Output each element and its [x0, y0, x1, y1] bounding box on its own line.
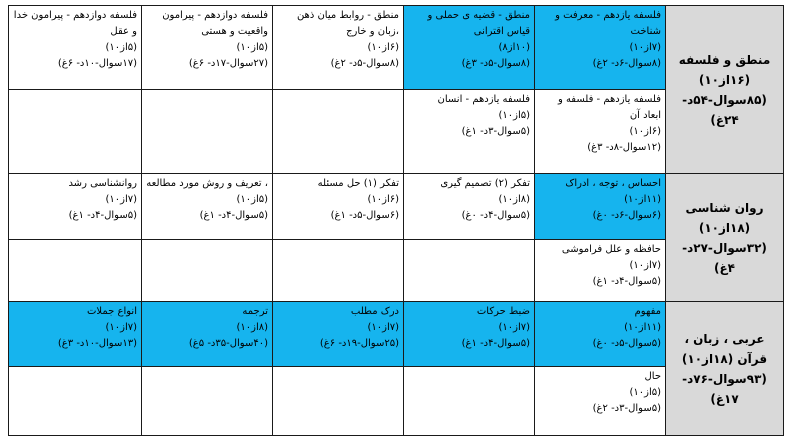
topic-cell [9, 302, 142, 367]
topic-title: حافظه و علل فراموشی [561, 244, 661, 255]
topic-title: احساس ، توجه ، ادراک [565, 178, 661, 189]
topic-cell [535, 302, 666, 367]
subject-cell [666, 174, 784, 302]
topic-cell [273, 302, 404, 367]
topic-stats: (۲۵سوال-۱۹د- ۶غ) [319, 338, 399, 349]
topic-stats: (۵سوال-۴د- ۱غ) [199, 210, 268, 221]
topics-table [8, 5, 784, 436]
topic-ratio: (۵از۱۰) [629, 387, 661, 398]
topic-stats: (۵سوال-۵د- ۰غ) [592, 338, 661, 349]
topic-cell [142, 367, 273, 436]
topic-stats: (۲۷سوال-۱۷د- ۶غ) [188, 58, 268, 69]
topic-title: حال [644, 371, 661, 382]
topic-ratio: (۵از۱۰) [105, 42, 137, 53]
topic-cell [142, 90, 273, 174]
topic-stats: (۸سوال-۵د- ۳غ) [461, 58, 530, 69]
topic-cell [142, 240, 273, 302]
subject-summary: (۹۳سوال-۷۶د- ۱۷غ) [682, 371, 767, 406]
topic-cell [142, 174, 273, 240]
topic-stats: (۶سوال-۵د- ۱غ) [330, 210, 399, 221]
topic-title: روانشناسی رشد [68, 178, 137, 189]
topic-cell [404, 90, 535, 174]
topic-title: تفکر (۲) تصمیم گیری [440, 178, 530, 189]
topic-ratio: (۷از۱۰) [629, 260, 661, 271]
topic-title: تفکر (۱) حل مسئله [317, 178, 399, 189]
topic-cell [9, 174, 142, 240]
subject-title: منطق و فلسفه (۱۶از۱۰) [678, 52, 771, 87]
topic-ratio: (۷از۱۰) [105, 194, 137, 205]
subject-title: عربی ، زبان ، قرآن (۱۸از۱۰) [681, 331, 768, 366]
topic-title: منطق - قضیه ی حملی و قیاس اقترانی [427, 10, 530, 37]
topic-cell [535, 90, 666, 174]
topic-cell [273, 90, 404, 174]
topic-stats: (۵سوال-۴د- ۱غ) [68, 210, 137, 221]
topic-stats: (۸سوال-۵د- ۲غ) [330, 58, 399, 69]
topic-stats: (۵سوال-۳د- ۲غ) [592, 403, 661, 414]
topic-cell [535, 174, 666, 240]
topic-ratio: (۵از۱۰) [498, 110, 530, 121]
topic-cell [273, 174, 404, 240]
topic-title: انواع جملات [87, 306, 137, 317]
topic-title: فلسفه دوازدهم - پیرامون واقعیت و هستی [162, 10, 268, 37]
topic-stats: (۱۷سوال-۱۰د- ۶غ) [57, 58, 137, 69]
topic-title: فلسفه دوازدهم - پیرامون خدا و عقل [13, 10, 137, 37]
topic-stats: (۱۳سوال-۱۰د- ۳غ) [57, 338, 137, 349]
topic-cell [404, 367, 535, 436]
topic-cell [404, 6, 535, 90]
topic-title: ضبط حرکات [476, 306, 530, 317]
topic-title: ترجمه [242, 306, 268, 317]
topic-ratio: (۱۱از۱۰) [624, 194, 661, 205]
topic-title: ، تعریف و روش مورد مطالعه [146, 178, 268, 189]
topic-title: فلسفه یازدهم - معرفت و شناخت [555, 10, 661, 37]
topic-ratio: (۸از۱۰) [236, 322, 268, 333]
topics-table-body [9, 6, 784, 436]
topic-ratio: (۷از۱۰) [367, 322, 399, 333]
topic-cell [273, 6, 404, 90]
topic-stats: (۵سوال-۴د- ۰غ) [461, 210, 530, 221]
topic-ratio: (۵از۱۰) [236, 42, 268, 53]
topic-cell [535, 367, 666, 436]
topic-cell [142, 6, 273, 90]
topic-stats: (۶سوال-۶د- ۰غ) [592, 210, 661, 221]
topic-cell [535, 240, 666, 302]
topic-ratio: (۸از۱۰) [498, 194, 530, 205]
topic-title: فلسفه یازدهم - فلسفه و ابعاد آن [557, 94, 661, 121]
topic-cell [9, 6, 142, 90]
table-row [9, 174, 784, 240]
topic-cell [9, 240, 142, 302]
topic-ratio: (۶از۱۰) [629, 126, 661, 137]
topic-cell [404, 240, 535, 302]
topic-title: فلسفه یازدهم - انسان [437, 94, 530, 105]
topic-stats: (۸سوال-۶د- ۲غ) [592, 58, 661, 69]
topic-cell [273, 240, 404, 302]
topic-title: منطق - روابط میان ذهن ،زبان و خارج [296, 10, 399, 37]
topic-title: مفهوم [634, 306, 661, 317]
topic-ratio: (۷از۱۰) [498, 322, 530, 333]
topic-cell [404, 302, 535, 367]
table-row [9, 6, 784, 90]
topic-ratio: (۵از۱۰) [236, 194, 268, 205]
topic-ratio: (۷از۱۰) [629, 42, 661, 53]
topic-ratio: (۷از۱۰) [105, 322, 137, 333]
subject-summary: (۸۵سوال-۵۴د- ۲۴غ) [682, 92, 767, 127]
topic-ratio: (۶از۱۰) [367, 42, 399, 53]
subject-title: روان شناسی (۱۸از۱۰) [685, 200, 764, 235]
table-row [9, 302, 784, 367]
topic-stats: (۵سوال-۴د- ۱غ) [461, 338, 530, 349]
subject-cell [666, 6, 784, 174]
topic-stats: (۴۰سوال-۳۵د- ۵غ) [188, 338, 268, 349]
topic-cell [273, 367, 404, 436]
topic-ratio: (۱۱از۱۰) [624, 322, 661, 333]
topic-title: درک مطلب [350, 306, 399, 317]
topic-stats: (۵سوال-۳د- ۱غ) [461, 126, 530, 137]
topic-cell [535, 6, 666, 90]
topic-cell [9, 90, 142, 174]
subject-summary: (۳۲سوال-۲۷د- ۴غ) [682, 240, 767, 275]
topic-cell [142, 302, 273, 367]
subject-cell [666, 302, 784, 436]
topic-stats: (۱۲سوال-۸د- ۳غ) [587, 142, 661, 153]
topic-cell [404, 174, 535, 240]
topic-ratio: (۱۰از۸) [498, 42, 530, 53]
topic-ratio: (۶از۱۰) [367, 194, 399, 205]
topic-stats: (۵سوال-۴د- ۱غ) [592, 276, 661, 287]
topic-cell [9, 367, 142, 436]
